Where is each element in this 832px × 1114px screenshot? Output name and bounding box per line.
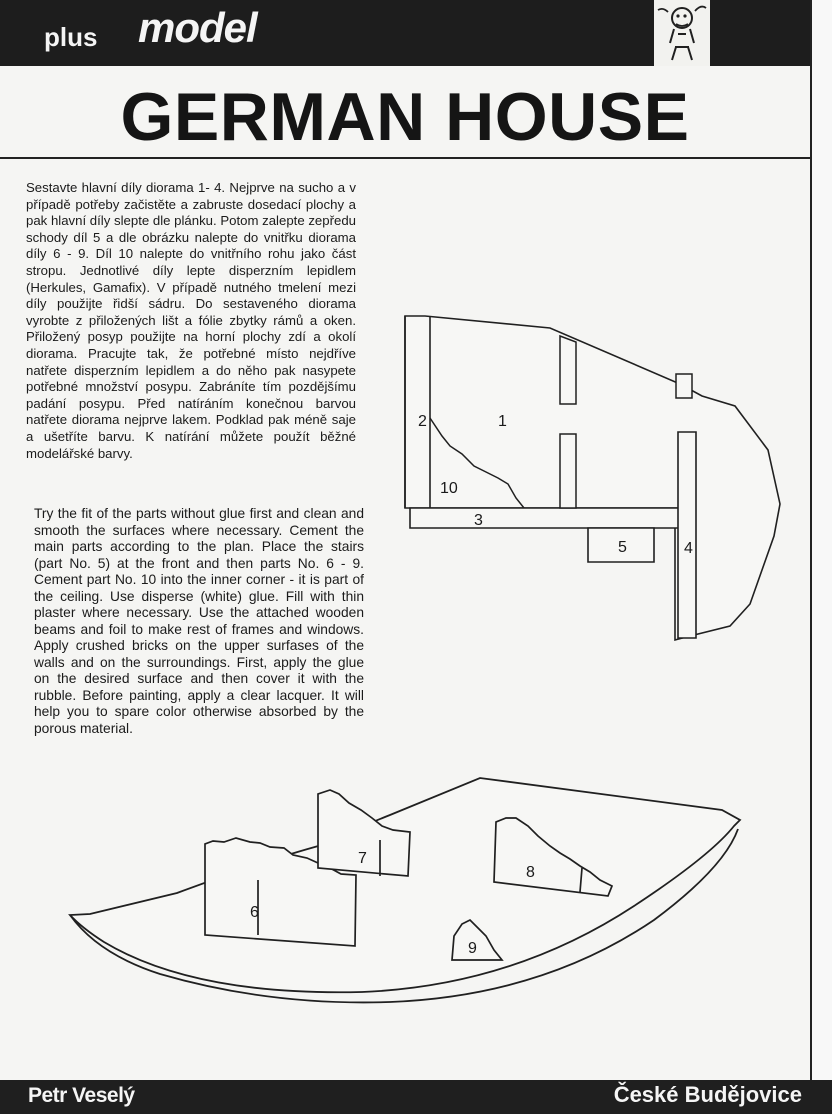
- part-label-5: 5: [618, 539, 627, 556]
- diorama-drawing: [60, 760, 770, 1080]
- part-label-7: 7: [358, 850, 367, 867]
- title-divider: [0, 157, 810, 159]
- brand-header: [0, 0, 812, 66]
- author-name: Petr Veselý: [28, 1084, 135, 1107]
- czech-instructions: Sestavte hlavní díly diorama 1- 4. Nejprve na sucho a v případě potřeby začistěte a zabruste dosedací plochy a pak hlavní díly slepte dle plánku. Potom zalepte zepředu schody díl 5 a dle obrázku nalepte do vnitřku diorama díly 6 - 9. Díl 10 nalepte do vnitřního rohu jako část stropu. Jednotlivé díly lepte disperzním lepidlem (Herkules, Gamafix). V případě nutného tmelení mezi díly použijte řidší sádru. Do sestaveného diorama vyrobte z přiložených lišt a fólie zbytky rámů a oken. Přiložený posyp použijte na horní plochy zdí a okolí diorama. Pracujte tak, že potřebné místo nejdříve natřete disperzním lepidlem a do něho pak nasypete potřebné množství posypu. Zabráníte tím pozdějšímu padání posypu. Před natíráním konečnou barvou natřete diorama nejprve lakem. Podklad pak méně saje a ušetříte barvu. K natírání můžete použít běžné modelářské barvy.: [26, 180, 356, 461]
- brand-model: model: [138, 4, 257, 51]
- title-row: [0, 68, 810, 158]
- city-name: České Budějovice: [613, 1082, 802, 1107]
- page-title: GERMAN HOUSE: [120, 79, 690, 155]
- part-label-8: 8: [526, 864, 535, 881]
- brand-plus: plus: [44, 22, 98, 52]
- part-label-1: 1: [498, 413, 507, 430]
- page-edge: [812, 0, 832, 1114]
- diorama-drawing-svg: [60, 760, 770, 1080]
- part-label-2: 2: [418, 413, 427, 430]
- part-label-10: 10: [440, 480, 458, 497]
- assembly-plan-svg: [390, 300, 790, 660]
- part-label-9: 9: [468, 940, 477, 957]
- assembly-plan: [390, 300, 790, 660]
- part-label-3: 3: [474, 512, 483, 529]
- part-label-6: 6: [250, 904, 259, 921]
- part-label-4: 4: [684, 540, 693, 557]
- mascot-icon: [654, 0, 710, 66]
- english-instructions: Try the fit of the parts without glue first and clean and smooth the surfaces where necessary. Cement the main parts according to the plan. Place the stairs (part No. 5) at the front and then parts No. 6 - 9. Cement part No. 10 into the inner corner - it is part of the ceiling. Use disperse (white) glue. Fill with thin plaster where necessary. Use the attached wooden beams and foil to make rest of frames and windows. Apply crushed bricks on the upper surfases of the walls and on the surroundings. First, apply the glue on the desired surface and then cover it with the rubble. Before painting, apply a clear lacquer. It will help you to spare color otherwise absorbed by the porous material.: [34, 506, 364, 736]
- mascot-icon-svg: [654, 0, 710, 66]
